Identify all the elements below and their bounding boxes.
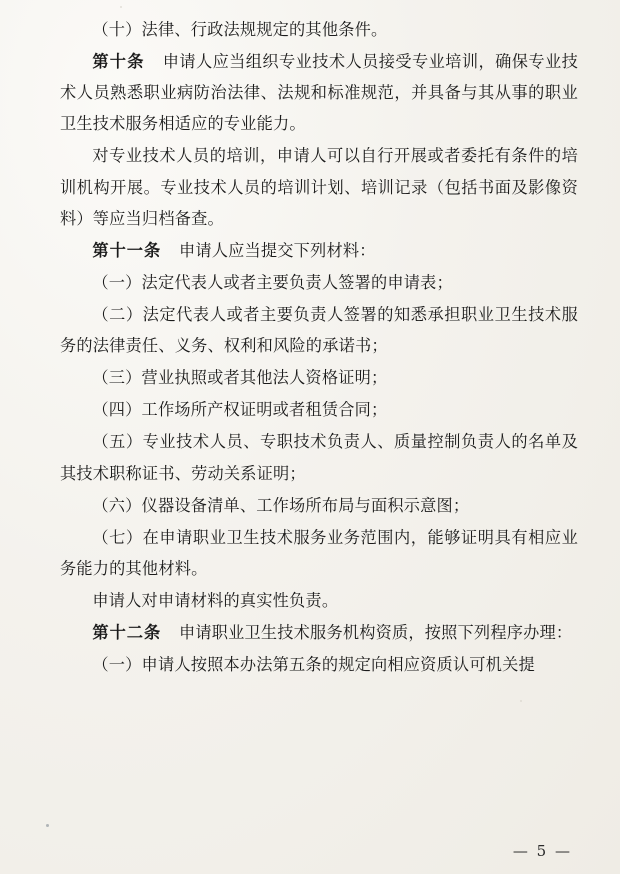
paragraph-text: （一）申请人按照本办法第五条的规定向相应资质认可机关提 xyxy=(92,655,535,675)
document-body xyxy=(60,14,578,680)
paragraph-text: （一）法定代表人或者主要负责人签署的申请表； xyxy=(92,272,453,292)
paragraph-text: （二）法定代表人或者主要负责人签署的知悉承担职业卫生技术服务的法律责任、义务、权利和风险的承诺书； xyxy=(60,304,578,356)
paragraph-item-11-2 xyxy=(60,299,578,361)
paragraph-text: （十）法律、行政法规规定的其他条件。 xyxy=(92,20,388,39)
paragraph-item-11-4 xyxy=(60,394,578,425)
paragraph-text: 申请人应当组织专业技术人员接受专业培训，确保专业技术人员熟悉职业病防治法律、法规和标准规范，并具备与其从事的职业卫生技术服务相适应的专业能力。 xyxy=(60,52,578,134)
margin-speck xyxy=(46,824,49,827)
paragraph-item-11-1 xyxy=(60,267,578,298)
paragraph-article-11-p2 xyxy=(60,585,578,616)
paragraph-item-12-1 xyxy=(60,649,578,680)
article-label: 第十条 xyxy=(92,52,145,72)
paragraph-text: 申请职业卫生技术服务机构资质，按照下列程序办理： xyxy=(178,623,573,643)
paragraph-item-11-5 xyxy=(60,426,578,488)
paragraph-item-10 xyxy=(60,14,578,45)
paragraph-text: （六）仪器设备清单、工作场所布局与面积示意图； xyxy=(92,495,470,515)
paragraph-article-11 xyxy=(60,235,578,266)
paragraph-item-11-6 xyxy=(60,490,578,521)
paragraph-text: （七）在申请职业卫生技术服务业务范围内，能够证明具有相应业务能力的其他材料。 xyxy=(60,527,578,578)
page-number: — 5 — xyxy=(512,842,572,860)
paragraph-text: （四）工作场所产权证明或者租赁合同； xyxy=(92,400,388,420)
paragraph-text: 对专业技术人员的培训，申请人可以自行开展或者委托有条件的培训机构开展。专业技术人员的培训计划、培训记录（包括书面及影像资料）等应当归档备查。 xyxy=(60,146,578,228)
scan-speck xyxy=(520,700,522,702)
paragraph-article-10 xyxy=(60,46,578,139)
paragraph-item-11-7 xyxy=(60,522,578,584)
article-label: 第十二条 xyxy=(92,623,162,643)
paragraph-text: 申请人对申请材料的真实性负责。 xyxy=(92,590,339,610)
paragraph-text: （五）专业技术人员、专职技术负责人、质量控制负责人的名单及其技术职称证书、劳动关系证明； xyxy=(60,432,578,483)
paragraph-article-12 xyxy=(60,617,578,648)
paragraph-text: 申请人应当提交下列材料： xyxy=(178,240,376,260)
paragraph-text: （三）营业执照或者其他法人资格证明； xyxy=(92,368,388,388)
paragraph-article-10-p2 xyxy=(60,140,578,233)
paragraph-item-11-3 xyxy=(60,362,578,393)
article-label: 第十一条 xyxy=(92,240,162,260)
scan-speck xyxy=(120,6,122,8)
